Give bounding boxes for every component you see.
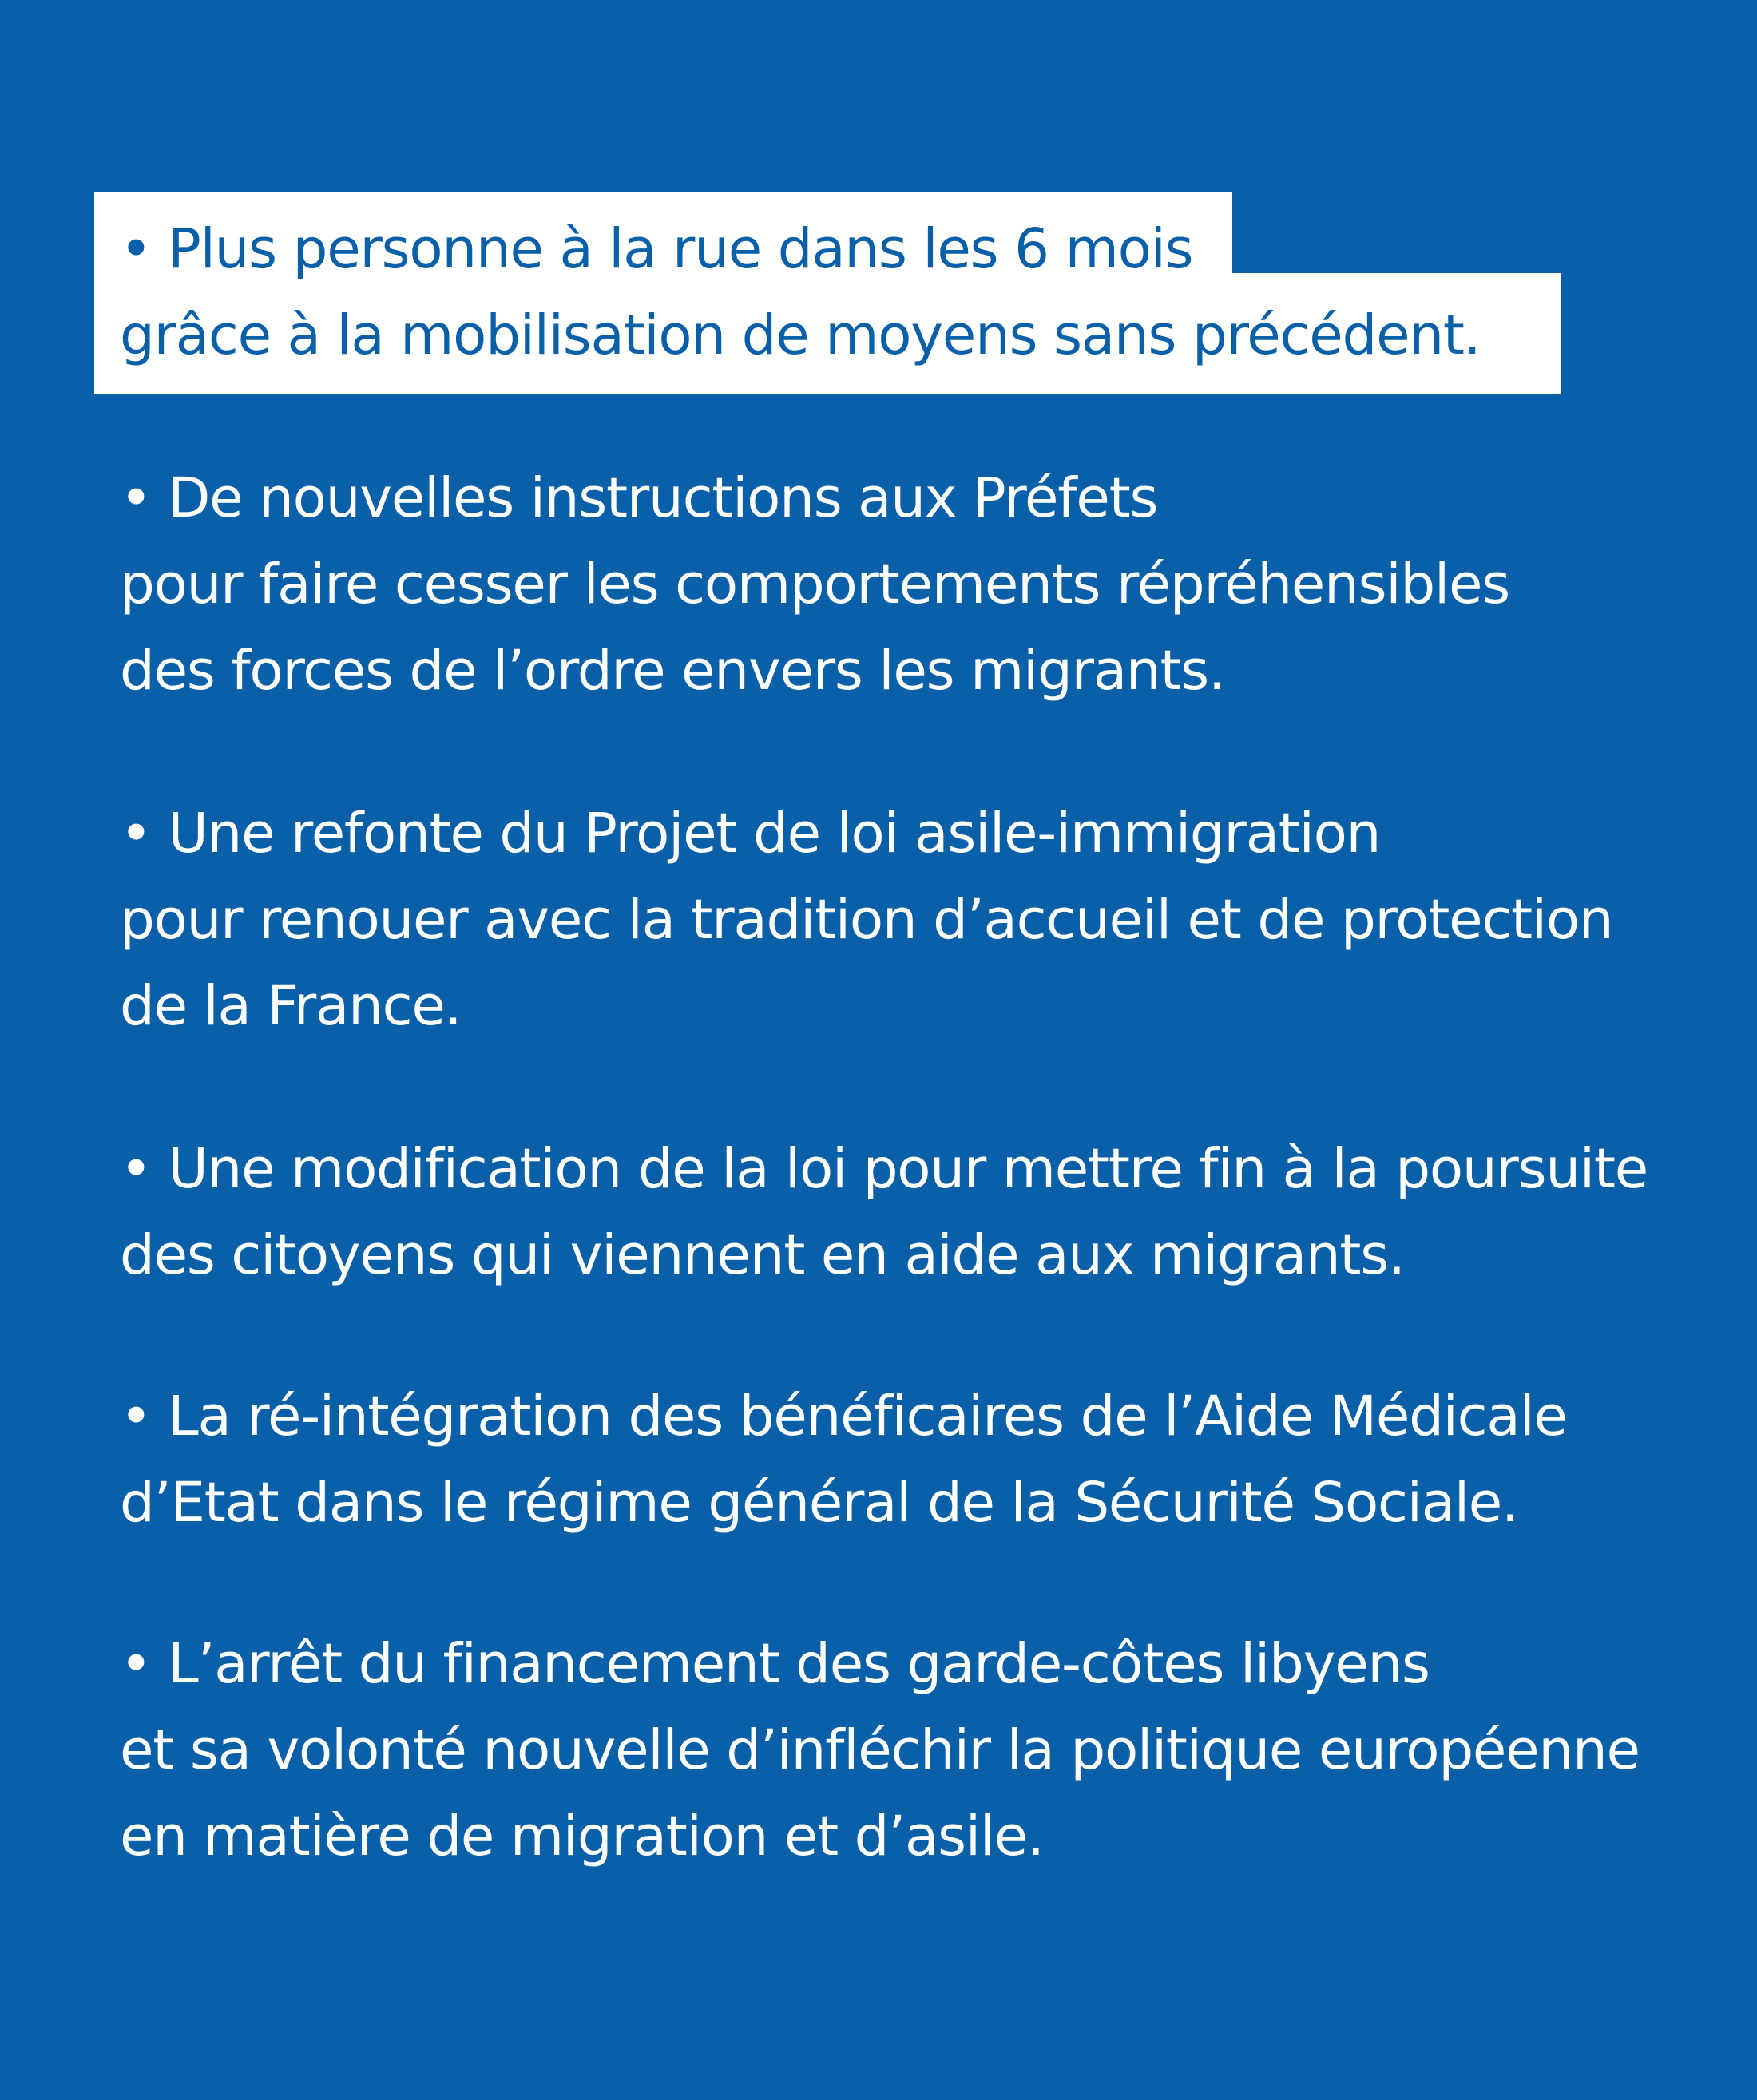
- bullet-prefets: [120, 455, 1717, 714]
- bullet-rue: [120, 206, 1717, 378]
- bullet-line: en matière de migration et d’asile.: [120, 1805, 1044, 1868]
- bullet-line: des forces de l’ordre envers les migrants.: [120, 639, 1225, 703]
- bullet-line: • Une refonte du Projet de loi asile-immigration: [120, 802, 1381, 866]
- bullet-line: des citoyens qui viennent en aide aux migrants.: [120, 1223, 1405, 1287]
- bullet-line: • Plus personne à la rue dans les 6 mois: [120, 217, 1193, 281]
- bullet-line: • Une modification de la loi pour mettre fin à la poursuite: [120, 1137, 1648, 1201]
- bullet-line: • L’arrêt du financement des garde-côtes libyens: [120, 1632, 1430, 1696]
- bullet-projet-de-loi: [120, 790, 1717, 1049]
- bullet-line: d’Etat dans le régime général de la Sécurité Sociale.: [120, 1471, 1518, 1535]
- bullet-line: de la France.: [120, 974, 462, 1038]
- bullet-modification-loi: [120, 1126, 1717, 1298]
- bullet-line: • De nouvelles instructions aux Préfets: [120, 466, 1158, 530]
- bullet-line: • La ré-intégration des bénéficaires de l’Aide Médicale: [120, 1385, 1567, 1448]
- bullet-garde-cotes: [120, 1621, 1717, 1880]
- bullet-aide-medicale: [120, 1373, 1717, 1546]
- bullet-line: grâce à la mobilisation de moyens sans précédent.: [120, 303, 1481, 367]
- bullet-line: pour faire cesser les comportements répréhensibles: [120, 553, 1509, 616]
- bullet-line: pour renouer avec la tradition d’accueil et de protection: [120, 888, 1613, 952]
- bullet-line: et sa volonté nouvelle d’infléchir la politique européenne: [120, 1718, 1640, 1782]
